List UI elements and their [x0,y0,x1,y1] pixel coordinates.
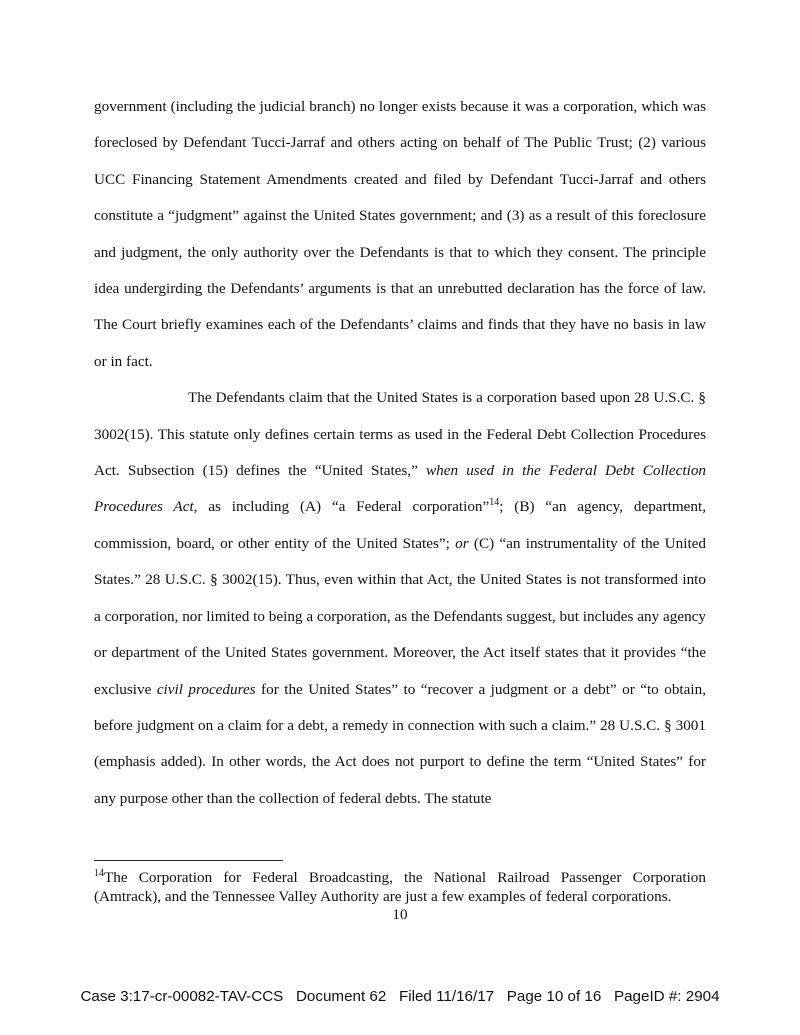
footnote-number: 14 [94,867,104,879]
paragraph-2-text-c: , as including (A) “a Federal corporation” [193,498,490,516]
page-number: 10 [392,906,408,923]
paragraph-2-italic-civil-procedures: civil procedures [156,680,256,698]
case-filing-header: Case 3:17-cr-00082-TAV-CCS Document 62 Filed 11/16/17 Page 10 of 16 PageID #: 2904 [80,988,720,1005]
paragraph-2-italic-or: or [455,534,469,552]
paragraph-2-text-a: The Defendants claim that the United States is a corporation based upon 28 U.S.C. § 3002(15). This statute only defines certain terms as used in the Federal Debt Collection Procedures Act. Subsection (15) defines the “United States,” [94,389,706,480]
paragraph-2 [94,380,706,817]
paragraph-2-text-f: (C) “an instrumentality of the United States.” 28 U.S.C. § 3002(15). Thus, even within that Act, the United States is not transformed into a corporation, nor limited to being a corporation, as the Defendants suggest, but includes any agency or department of the United States government. Moreover, the Act itself states that it provides “the exclusive [94,534,706,698]
footnote-text: The Corporation for Federal Broadcasting, the National Railroad Passenger Corporation (Amtrack), and the Tennessee Valley Authority are just a few examples of federal corporations. [94,869,706,905]
paragraph-2-text-d: ; (B) “an agency, department, commission, board, or other entity of the United States”; [94,498,706,552]
footnote-reference-14[interactable]: 14 [489,497,500,509]
paragraph-2-italic-act-name: when used in the Federal Debt Collection Procedures Act [94,462,707,516]
footnote-14 [94,868,706,906]
paragraph-2-text-h: for the United States” to “recover a judgment or a debt” or “to obtain, before judgment on a claim for a debt, a remedy in connection with such a claim.” 28 U.S.C. § 3001 (emphasis added). In other words, the Act does not purport to define the term “United States” for any purpose other than the collection of federal debts. The statute [94,680,706,807]
footnote-divider [94,860,283,861]
main-body-text [94,89,706,817]
paragraph-1: government (including the judicial branch) no longer exists because it was a corporation, which was foreclosed by Defendant Tucci-Jarraf and others acting on behalf of The Public Trust; (2) various UCC Financing Statement Amendments created and filed by Defendant Tucci-Jarraf and others constitute a “judgment” against the United States government; and (3) as a result of this foreclosure and judgment, the only authority over the Defendants is that to which they consent. The principle idea undergirding the Defendants’ arguments is that an unrebutted declaration has the force of law. The Court briefly examines each of the Defendants’ claims and finds that they have no basis in law or in fact. [94,98,706,370]
